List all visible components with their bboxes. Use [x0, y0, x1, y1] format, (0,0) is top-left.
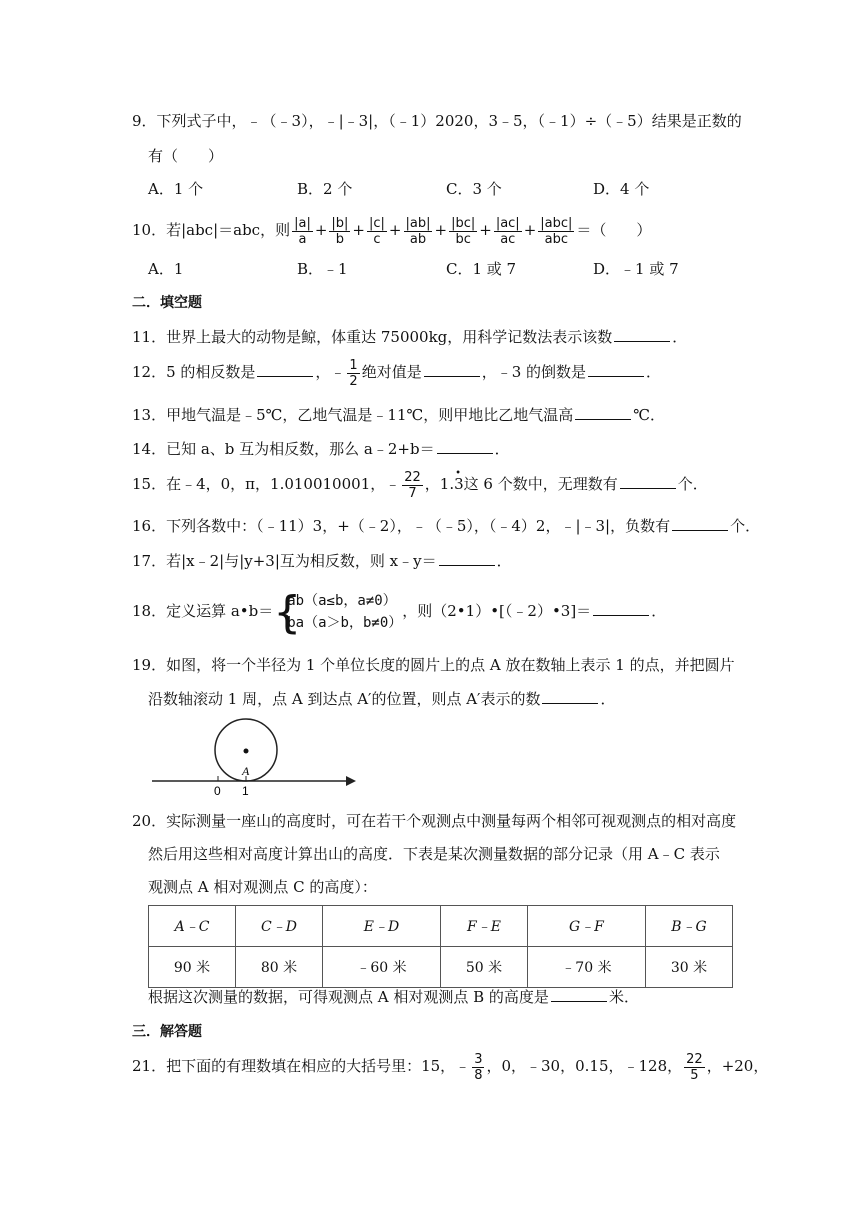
q20-line3: 观测点 A 相对观测点 C 的高度）： — [148, 878, 377, 896]
q10-frac-bc: $\frac{|bc|}{bc}$ — [451, 215, 476, 247]
q19-line1: 19．如图，将一个半径为 1 个单位长度的圆片上的点 A 放在数轴上表示 1 的点，并把圆片 — [132, 656, 735, 674]
table-cell: ﹣60 米 — [322, 947, 440, 988]
table-cell: 30 米 — [645, 947, 732, 988]
q19-figure — [148, 712, 363, 798]
q15-blank — [620, 474, 676, 489]
q20-line2: 然后用这些相对高度计算出山的高度．下表是某次测量数据的部分记录（用 A﹣C 表示 — [148, 845, 720, 863]
q9-line1: 9．下列式子中，﹣（﹣3），﹣|﹣3|，（﹣1）2020，3﹣5，（﹣1）÷（﹣5）结果是正数的 — [132, 112, 742, 130]
table-header-cell: A﹣C — [149, 906, 236, 947]
section-fill-in-title: 二．填空题 — [132, 295, 202, 311]
q10-option-a: A．1 — [148, 260, 184, 278]
q21: 21．把下面的有理数填在相应的大括号里：15，﹣ $\frac{3}{8}$ ，0，﹣30，0.15，﹣128， $\frac{22}{5}$ ，+20， — [132, 1051, 769, 1083]
table-header-cell: B﹣G — [645, 906, 732, 947]
q9-option-d: D．4 个 — [593, 180, 650, 198]
q10-frac-c: $\frac{|c|}{c}$ — [369, 215, 385, 247]
q11-blank — [614, 327, 670, 342]
q12-blank-3 — [588, 362, 644, 377]
q10-option-b: B．﹣1 — [297, 260, 348, 278]
q10-suffix: ＝（ ） — [576, 221, 652, 239]
q12: 12．5 的相反数是 ，﹣ $\frac{1}{2}$ 绝对值是 ，﹣3 的倒数是 ． — [132, 357, 662, 389]
table-row — [149, 947, 733, 988]
q14-blank — [437, 439, 493, 454]
q10-frac-abc: $\frac{\text{|abc|}}{\text{abc}}$ — [540, 215, 573, 247]
q10-line: 10．若|abc|＝abc，则 $\frac{|a|}{a}$ + $\frac{|b|}{b}$ + $\frac{|c|}{c}$ + $\frac{|ab|}{ab}$ + $\frac{|bc|}{bc}$ + $\frac{|ac|}{ac}$ + $\frac{\text{|abc|}}{\text{abc}}$ ＝（ ） — [132, 215, 652, 247]
q16-blank — [672, 516, 728, 531]
q18-blank — [593, 601, 649, 616]
section-answer-title: 三．解答题 — [132, 1024, 202, 1040]
q10-frac-ac: $\frac{|ac|}{ac}$ — [495, 215, 520, 247]
axis-arrow-icon — [346, 776, 356, 786]
q12-blank-1 — [257, 362, 313, 377]
point-a-label: A — [242, 764, 250, 778]
q20-blank — [551, 987, 607, 1002]
circle-center-dot — [244, 749, 249, 754]
q16: 16．下列各数中：（﹣11）3，+（﹣2），﹣（﹣5），（﹣4）2，﹣|﹣3|，负数有 个． — [132, 517, 761, 535]
q12-fraction: $\frac{1}{2}$ — [349, 357, 358, 389]
q19-blank — [542, 689, 598, 704]
q10-frac-a: $\frac{|a|}{a}$ — [294, 215, 311, 247]
q15-fraction: $\frac{22}{7}$ — [404, 469, 421, 501]
table-header-cell: G﹣F — [527, 906, 645, 947]
q21-fraction-2: $\frac{22}{5}$ — [686, 1051, 703, 1083]
q18: 18．定义运算 a•b＝ { ab（a≤b，a≠0） ba（a＞b，b≠0） ，则（2•1）•[（﹣2）•3]＝ ． — [132, 587, 667, 638]
q19-line2: 沿数轴滚动 1 周，点 A 到达点 A′的位置，则点 A′表示的数 ． — [148, 690, 616, 708]
table-header-cell: F﹣E — [440, 906, 527, 947]
q9-option-a: A．1 个 — [148, 180, 204, 198]
q12-blank-2 — [424, 362, 480, 377]
q9-line2: 有（ ） — [148, 147, 224, 165]
q18-piecewise: { ab（a≤b，a≠0） ba（a＞b，b≠0） — [273, 587, 403, 638]
q10-prefix: 10．若|abc|＝abc，则 — [132, 221, 291, 239]
q10-frac-b: $\frac{|b|}{b}$ — [331, 215, 349, 247]
tick-0-label: 0 — [214, 784, 221, 798]
q14: 14．已知 a、b 互为相反数，那么 a﹣2+b＝ ． — [132, 440, 510, 458]
q20-measurement-table — [148, 905, 733, 988]
q9-option-b: B．2 个 — [297, 180, 353, 198]
q10-option-d: D．﹣1 或 7 — [593, 260, 679, 278]
q15: 15．在﹣4，0，π，1.010010001，﹣ $\frac{22}{7}$ ，1.• 3这 6 个数中，无理数有 个． — [132, 466, 708, 502]
table-cell: ﹣70 米 — [527, 947, 645, 988]
q10-frac-ab: $\frac{|ab|}{ab}$ — [405, 215, 431, 247]
q13-blank — [575, 405, 631, 420]
q13: 13．甲地气温是﹣5℃，乙地气温是﹣11℃，则甲地比乙地气温高 ℃． — [132, 406, 666, 424]
q20-after: 根据这次测量的数据，可得观测点 A 相对观测点 B 的高度是 米． — [148, 988, 639, 1006]
q17: 17．若|x﹣2|与|y+3|互为相反数，则 x﹣y＝ ． — [132, 552, 512, 570]
q20-line1: 20．实际测量一座山的高度时，可在若干个观测点中测量每两个相邻可视观测点的相对高度 — [132, 812, 737, 830]
q21-fraction-1: $\frac{3}{8}$ — [474, 1051, 483, 1083]
q10-option-c: C．1 或 7 — [446, 260, 517, 278]
brace-glyph: { — [273, 587, 302, 638]
q11: 11．世界上最大的动物是鲸，体重达 75000kg，用科学记数法表示该数 ． — [132, 328, 688, 346]
table-cell: 80 米 — [235, 947, 322, 988]
q15-repeating-digit: • 3 — [454, 466, 464, 502]
table-cell: 50 米 — [440, 947, 527, 988]
table-header-cell: E﹣D — [322, 906, 440, 947]
table-cell: 90 米 — [149, 947, 236, 988]
table-header-cell: C﹣D — [235, 906, 322, 947]
q17-blank — [439, 551, 495, 566]
q9-option-c: C．3 个 — [446, 180, 502, 198]
tick-1-label: 1 — [242, 784, 249, 798]
table-header-row — [149, 906, 733, 947]
